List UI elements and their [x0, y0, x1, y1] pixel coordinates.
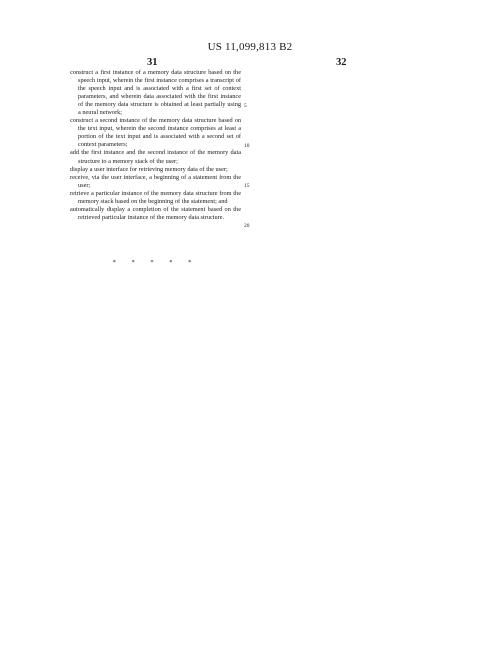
claim-item: retrieve a particular instance of the memory data structure from the memory stack based on the beginning of the statement; and [70, 189, 241, 205]
claim-item: add the first instance and the second instance of the memory data structure to a memory stack of the user; [70, 149, 241, 165]
claim-item: receive, via the user interface, a beginning of a statement from the user; [70, 173, 241, 189]
page-number-left: 31 [147, 57, 158, 68]
line-number: 20 [244, 223, 250, 229]
claims-column [70, 69, 241, 222]
line-number-gutter [244, 69, 258, 269]
line-number: 15 [244, 183, 250, 189]
page-number-right: 32 [336, 57, 347, 68]
end-of-document-mark: * * * * * [112, 259, 199, 266]
patent-number: US 11,099,813 B2 [207, 41, 293, 53]
line-number: 10 [244, 143, 250, 149]
claim-item: display a user interface for retrieving memory data of the user; [70, 165, 228, 173]
claim-item: construct a second instance of the memory data structure based on the text input, wherein the second instance comprises at least a portion of the text input and is associated with a second set of context parameters; [70, 117, 241, 149]
claim-item: construct a first instance of a memory data structure based on the speech input, wherein the first instance comprises a transcript of the speech input and is associated with a first set of context parameters, and wherein data associated with the first instance of the memory data structure is obtained at least partially using a neural network; [70, 69, 241, 117]
claim-item: automatically display a completion of the statement based on the retrieved particular instance of the memory data structure. [70, 205, 241, 221]
line-number: 5 [244, 103, 247, 109]
